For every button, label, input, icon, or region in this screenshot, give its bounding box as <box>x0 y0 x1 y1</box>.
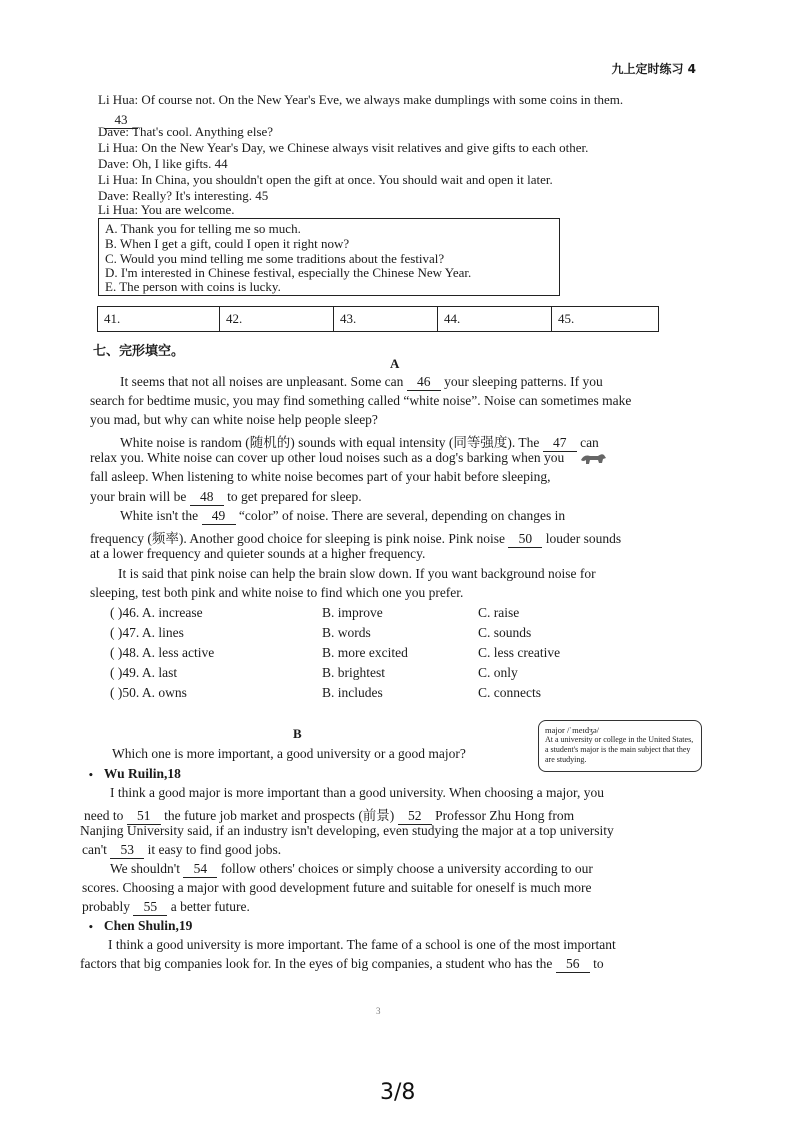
passage-line: White isn't the 49 “color” of noise. There are several, depending on changes in <box>120 508 566 523</box>
person-2: • Chen Shulin,19 <box>88 918 193 933</box>
passage-b-heading: B <box>293 726 302 741</box>
option-a: A. Thank you for telling me so much. <box>105 221 301 236</box>
dialogue-line: Li Hua: You are welcome. <box>98 202 235 217</box>
passage-line: It is said that pink noise can help the brain slow down. If you want background noise for <box>118 566 596 581</box>
passage-line: fall asleep. When listening to white noise becomes part of your habit before sleeping, <box>90 469 551 484</box>
passage-line: It seems that not all noises are unpleasant. Some can 46 your sleeping patterns. If you <box>120 374 603 389</box>
choice-c: C. less creative <box>478 645 561 660</box>
answer-cell[interactable]: 42. <box>220 307 334 331</box>
choice-row-50: ( )50. A. owns <box>110 685 187 700</box>
passage-line: Nanjing University said, if an industry isn't developing, even studying the major at a top university <box>80 823 614 838</box>
choice-b: B. improve <box>322 605 383 620</box>
passage-line: probably 55 a better future. <box>82 899 250 914</box>
dialogue-line: Li Hua: Of course not. On the New Year's Eve, we always make dumplings with some coins in them. <box>98 92 624 107</box>
passage-line: I think a good university is more important. The fame of a school is one of the most important <box>108 937 616 952</box>
options-box <box>98 218 560 296</box>
answer-cell[interactable]: 44. <box>438 307 552 331</box>
choice-b: B. more excited <box>322 645 408 660</box>
page-indicator: 3/8 <box>380 1080 416 1105</box>
passage-line: I think a good major is more important than a good university. When choosing a major, you <box>110 785 604 800</box>
dialogue-line: Dave: Oh, I like gifts. 44 <box>98 156 228 171</box>
vocab-note <box>538 720 702 772</box>
choice-b: B. includes <box>322 685 383 700</box>
passage-line: can't 53 it easy to find good jobs. <box>82 842 282 857</box>
person-1: • Wu Ruilin,18 <box>88 766 181 781</box>
passage-line: scores. Choosing a major with good development future and suitable for oneself is much more <box>82 880 592 895</box>
answer-cell[interactable]: 43. <box>334 307 438 331</box>
dialogue-line: Li Hua: In China, you shouldn't open the gift at once. You should wait and open it later. <box>98 172 553 187</box>
passage-line: relax you. White noise can cover up other loud noises such as a dog's barking when you <box>90 450 565 465</box>
choice-row-46: ( )46. A. increase <box>110 605 203 620</box>
choice-row-47: ( )47. A. lines <box>110 625 184 640</box>
page-number: 3 <box>376 1006 381 1016</box>
option-b: B. When I get a gift, could I open it right now? <box>105 236 350 251</box>
passage-line: need to 51 the future job market and prospects (前景) 52 Professor Zhu Hong from <box>84 808 575 823</box>
option-c: C. Would you mind telling me some traditions about the festival? <box>105 251 445 266</box>
dialogue-line: Li Hua: On the New Year's Day, we Chinese always visit relatives and give gifts to each other. <box>98 140 589 155</box>
passage-line: your brain will be 48 to get prepared for sleep. <box>90 489 362 504</box>
passage-line: White noise is random (随机的) sounds with equal intensity (同等强度). The 47 can <box>120 435 599 450</box>
dialogue-blank-43: 43 <box>104 112 138 129</box>
option-e: E. The person with coins is lucky. <box>105 279 281 294</box>
passage-line: We shouldn't 54 follow others' choices or simply choose a university according to our <box>110 861 593 876</box>
choice-row-48: ( )48. A. less active <box>110 645 215 660</box>
dialogue-line: Dave: Really? It's interesting. 45 <box>98 188 269 203</box>
passage-line: at a lower frequency and quieter sounds at a higher frequency. <box>90 546 426 561</box>
choice-row-49: ( )49. A. last <box>110 665 178 680</box>
page-header: 九上定时练习 4 <box>611 62 696 76</box>
choice-b: B. brightest <box>322 665 385 680</box>
passage-line: frequency (频率). Another good choice for sleeping is pink noise. Pink noise 50 louder sounds <box>90 531 622 546</box>
dog-icon <box>578 450 608 468</box>
choice-c: C. connects <box>478 685 541 700</box>
note-definition: At a university or college in the United States, a student's major is the main subject that they are studying. <box>545 735 694 764</box>
passage-line: you mad, but why can white noise help people sleep? <box>90 412 378 427</box>
passage-line: search for bedtime music, you may find something called “white noise”. Noise can sometimes make <box>90 393 632 408</box>
passage-line: sleeping, test both pink and white noise to find which one you prefer. <box>90 585 464 600</box>
option-d: D. I'm interested in Chinese festival, especially the Chinese New Year. <box>105 265 472 280</box>
note-word: major /ˈmeɪdʒə/ <box>545 725 600 735</box>
section-title: 七、完形填空。 <box>93 344 185 359</box>
choice-c: C. sounds <box>478 625 532 640</box>
choice-c: C. only <box>478 665 518 680</box>
answer-cell[interactable]: 45. <box>558 311 575 326</box>
choice-c: C. raise <box>478 605 520 620</box>
answer-cell[interactable]: 41. <box>98 307 220 331</box>
answer-table <box>97 306 659 332</box>
dialogue-line: Dave: That's cool. Anything else? <box>98 124 274 139</box>
passage-b-question: Which one is more important, a good university or a good major? <box>112 746 466 761</box>
passage-a-heading: A <box>390 356 400 371</box>
passage-line: factors that big companies look for. In the eyes of big companies, a student who has the 56 to <box>80 956 604 971</box>
choice-b: B. words <box>322 625 371 640</box>
